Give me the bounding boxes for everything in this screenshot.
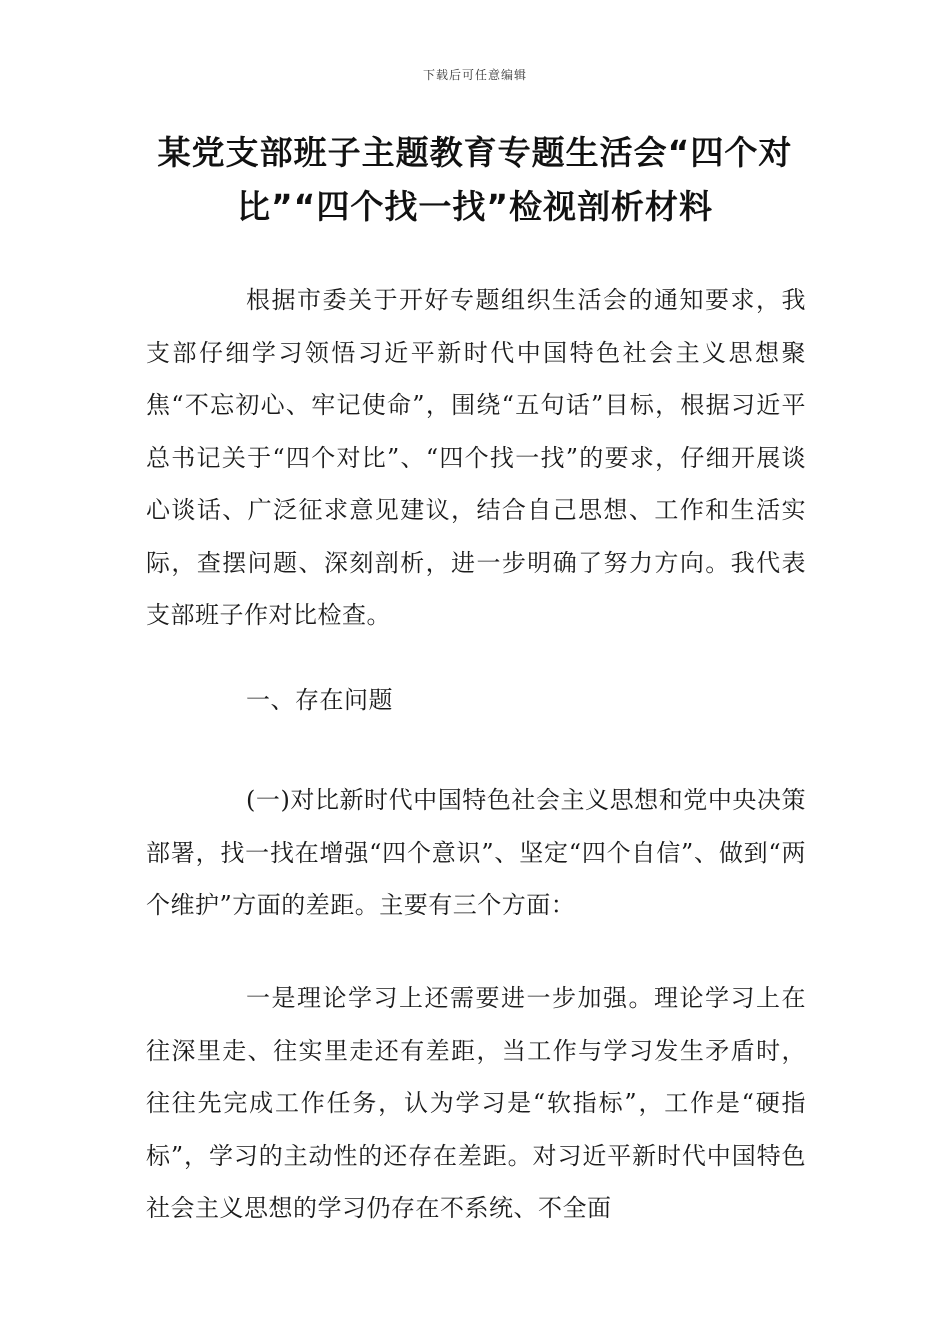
header-note: 下载后可任意编辑 (422, 68, 527, 82)
point-paragraph: 一是理论学习上还需要进一步加强。理论学习上在往深里走、往实里走还有差距，当工作与学习发生矛盾时，往往先完成工作任务，认为学习是“软指标”，工作是“硬指标”，学习的主动性的还存在差距。对习近平新时代中国特色社会主义思想的学习仍存在不系统、不全面 (146, 984, 806, 1222)
document-title: 某党支部班子主题教育专题生活会“四个对比”“四个找一找”检视剖析材料 (157, 133, 793, 226)
subsection-paragraph: (一)对比新时代中国特色社会主义思想和党中央决策部署，找一找在增强“四个意识”、坚定“四个自信”、做到“两个维护”方面的差距。主要有三个方面： (146, 786, 806, 919)
intro-paragraph: 根据市委关于开好专题组织生活会的通知要求，我支部仔细学习领悟习近平新时代中国特色社会主义思想聚焦“不忘初心、牢记使命”，围绕“五句话”目标，根据习近平总书记关于“四个对比”、“四个找一找”的要求，仔细开展谈心谈话、广泛征求意见建议，结合自己思想、工作和生活实际，查摆问题、深刻剖析，进一步明确了努力方向。我代表支部班子作对比检查。 (146, 286, 806, 629)
section-heading: 一、存在问题 (246, 686, 393, 714)
